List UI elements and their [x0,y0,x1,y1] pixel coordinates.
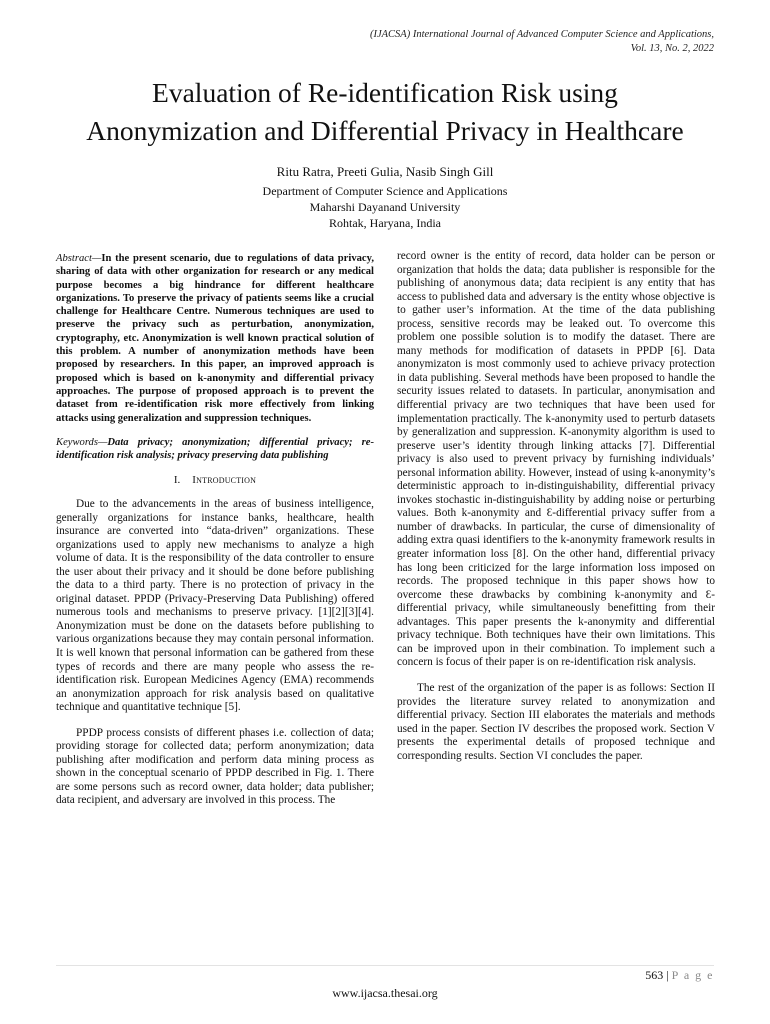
affiliation [0,183,770,231]
section-number: I. [173,474,181,487]
intro-paragraph-4: The rest of the organization of the paper is as follows: Section II provides the literature survey related to anonymization and differential privacy. Section III elaborates the materials and methods used in the paper. Section IV describes the proposed work. Section V presents the experimental details of proposed technique and corresponding results. Section VI concludes the paper. [397,681,715,762]
journal-name: (IJACSA) International Journal of Advanced Computer Science and Applications, [369,29,714,40]
section-title: Introduction [192,474,257,487]
keywords-text: Data privacy; anonymization; differential privacy; re-identification risk analysis; privacy preserving data publishing [56,436,374,462]
footer-divider [56,965,714,966]
abstract-text: In the present scenario, due to regulations of data privacy, sharing of data with other organization for research or any medical purpose becomes a big hindrance for different healthcare organizations. To preserve the privacy of patients seems like a crucial challenge for Healthcare Centre. Numerous techniques are used to preserve the privacy such as perturbation, anonymization, cryptography, etc. Anonymization is well known practical solution of this problem. A number of anonymization methods have been proposed by researchers. In this paper, an improved approach is proposed which is based on k-anonymity and differential privacy approaches. The purpose of proposed approach is to prevent the dataset from re-identification risk more effectively from linking attacks using generalization and suppression techniques. [56,253,374,424]
intro-paragraph-1: Due to the advancements in the areas of business intelligence, generally organizations for instance banks, healthcare, health insurance are converted into “data-driven” organizations. These organizations used to apply new mechanisms to analyze a high volume of data. It is the responsibility of the data controller to ensure the user about their privacy and it should be done before publishing the data to a third party. There is no protection of privacy in the original dataset. PPDP (Privacy-Preserving Data Publishing) offered numerous tools and mechanisms to preserve privacy. [1][2][3][4]. Anonymization must be done on the datasets before publishing to various organizations because they may contain personal information. It is well known that personal information can be gathered from these types of records and there are many people who assess the re-identification risk. European Medicines Agency (EMA) recommends an anonymization approach for risk analysis based on qualitative technique and quantitative technique [5]. [56,498,374,714]
page-label: P a g e [671,968,714,982]
journal-header [370,28,714,56]
paper-title [0,74,770,150]
paper-title-line2: Anonymization and Differential Privacy in Healthcare [86,115,684,146]
affiliation-location: Rohtak, Haryana, India [329,216,441,230]
journal-volume: Vol. 13, No. 2, 2022 [630,43,714,54]
left-column [56,252,374,808]
paper-title-line1: Evaluation of Re-identification Risk using [152,77,618,108]
abstract-lead: Abstract— [56,253,102,264]
page-number-value: 563 [645,968,664,982]
footer-url: www.ijacsa.thesai.org [332,986,438,1000]
intro-paragraph-3: record owner is the entity of record, data holder can be person or organization that holds the data; data publisher is responsible for the publishing of anonymous data; data recipient is any entity that has access to published data and adversary is the entity whose objective is to gather user’s information. At the time of the data publishing process, sensitive records may be leaked out. To overcome this problem one possible solution is to modify the dataset. There are many methods for modification of datasets in PPDP [6]. Data anonymizaton is most commonly used to achieve privacy protection in data publishing. Several methods have been proposed to handle the security issues related to datasets. In particular, anonymisation and differential privacy are two techniques that have been used for implementation practically. The k-anonymity used to perturb datasets by generalization and suppression. K-anonymity algorithm is used to preserve user’s identity through linking attacks [7]. Differential privacy is also used to prevent privacy by furnishing individuals’ personal information ability. However, instead of using k-anonymity’s deterministic approach to in-distinguishability, differential privacy invokes stochastic in-distinguishability by adding noise or perturbing values. Both k-anonymity and Ɛ-differential privacy suffer from a number of drawbacks. In particular, the curse of dimensionality of adding extra quasi identifiers to the k-anonymity framework results in greater information loss [8]. On the other hand, differential privacy has long been criticized for the large information loss imposed on records. The proposed technique in this paper shows how to overcome these drawbacks by combining k-anonymity and Ɛ-differential privacy, while simultaneously benefitting from their advantages. This paper presents the k-anonymity and differential privacy technique. Both techniques have their own limitations. This can be improved upon in their combination. To implement such a concern is focus of their paper is on re-identification risk analysis. [397,250,715,669]
right-column [397,250,715,763]
intro-paragraph-2: PPDP process consists of different phases i.e. collection of data; providing storage for collected data; perform anonymization; data publishing after modification and perform data mining process as shown in the conceptual scenario of PPDP described in Fig. 1. There are some persons such as record owner, data holder; data publisher; data recipient, and adversary are involved in this process. The [56,726,374,807]
affiliation-department: Department of Computer Science and Applications [262,184,508,198]
authors: Ritu Ratra, Preeti Gulia, Nasib Singh Gill [276,164,494,179]
page-number-separator: | [666,968,669,982]
abstract [56,252,374,425]
section-heading-introduction [56,474,374,488]
page-number [645,968,714,983]
keywords [56,436,374,463]
keywords-lead: Keywords— [56,436,108,448]
affiliation-university: Maharshi Dayanand University [309,200,461,214]
